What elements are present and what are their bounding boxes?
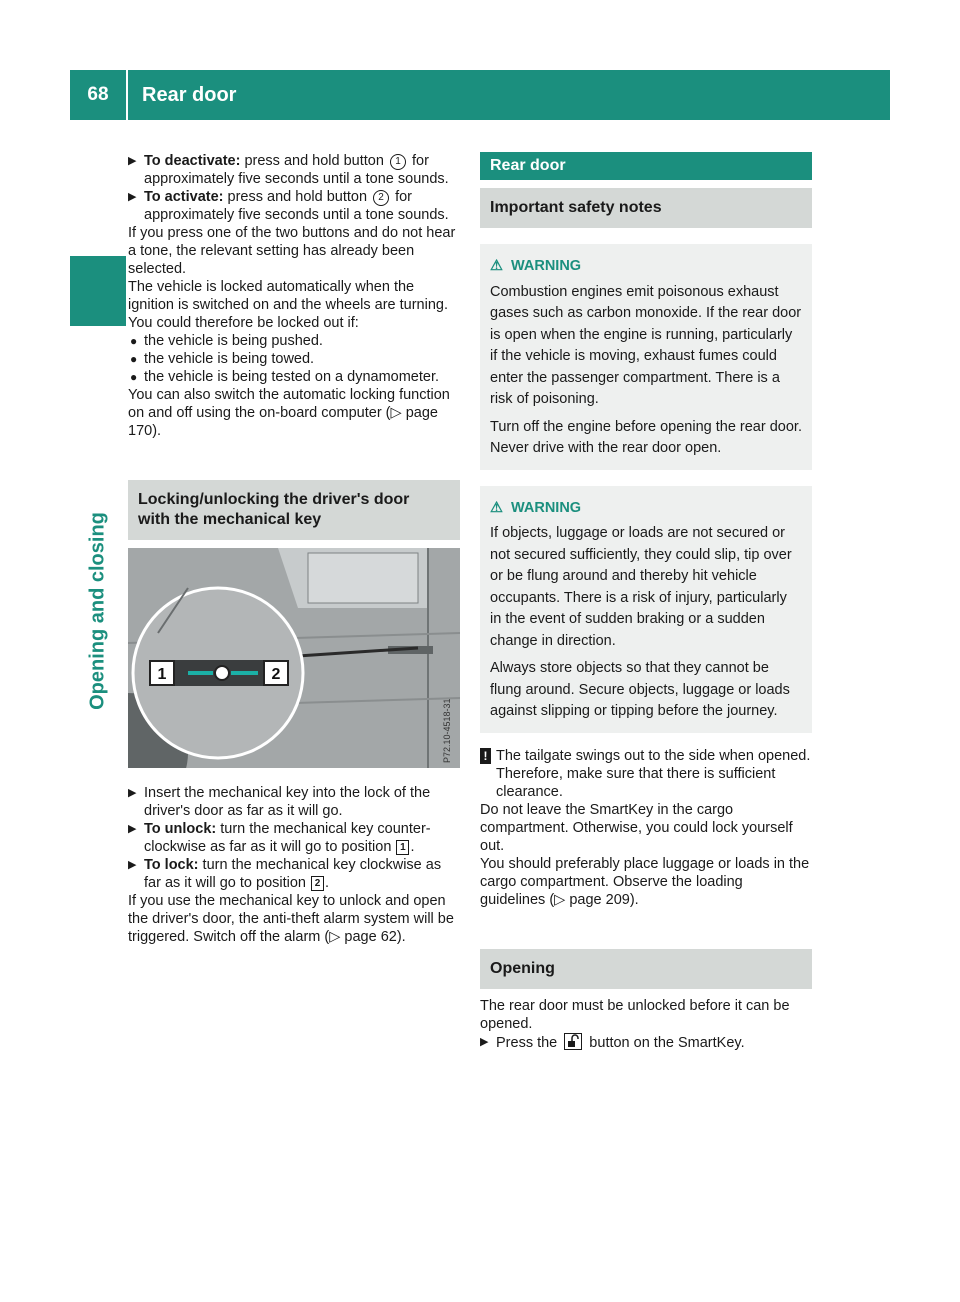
page-header [70, 70, 890, 120]
step-arrow-icon: ▶ [128, 155, 137, 167]
section-heading-line: Locking/unlocking the driver's door [138, 491, 410, 508]
paragraph [128, 892, 460, 946]
list-item [128, 332, 460, 350]
step-text: press and hold button [240, 153, 388, 169]
chapter-title: Opening and closing [86, 512, 109, 710]
step-arrow-icon: ▶ [128, 191, 137, 203]
warning-box-exhaust [480, 244, 812, 470]
subsection-heading-safety: Important safety notes [480, 188, 812, 228]
warning-triangle-icon: ⚠ [490, 499, 503, 516]
door-lock-illustration [128, 548, 460, 768]
callout-1: 1 [157, 666, 167, 683]
step-arrow-icon: ▶ [128, 787, 137, 799]
button-marker-1: 1 [390, 154, 406, 170]
step-lock [128, 856, 460, 892]
step-text: for approximately five seconds until a tone sounds. [144, 153, 449, 187]
callout-2: 2 [271, 666, 281, 683]
page-ref-arrow-icon: ▷ [390, 405, 406, 421]
step-arrow-icon: ▶ [480, 1035, 489, 1048]
step-label: To deactivate: [144, 153, 241, 169]
note-tailgate [480, 747, 812, 801]
warning-text: Always store objects so that they cannot be flung around. Secure objects, luggage or loads against slipping or tipping before the journey. [490, 660, 790, 719]
door-lock-photo [128, 548, 460, 768]
step-insert-key [128, 784, 460, 820]
right-column [480, 152, 812, 1052]
step-activate [128, 188, 460, 224]
step-deactivate [128, 152, 460, 188]
warning-label: WARNING [511, 258, 582, 274]
step-label: To lock: [144, 857, 199, 873]
warning-heading [490, 498, 802, 520]
step-label: To unlock: [144, 821, 217, 837]
chapter-marker [70, 256, 126, 326]
header-title: Rear door [142, 84, 237, 106]
list-item [128, 350, 460, 368]
bullet-icon: ● [130, 352, 138, 366]
step-arrow-icon: ▶ [128, 823, 137, 835]
page-ref-arrow-icon: ▷ [554, 891, 570, 908]
paragraph-text: ). [396, 929, 406, 945]
bullet-icon: ● [130, 370, 138, 384]
button-marker-2: 2 [373, 190, 389, 206]
left-column [128, 152, 460, 946]
warning-heading [490, 256, 802, 278]
section-heading-line: with the mechanical key [138, 511, 322, 528]
page-reference-link[interactable]: page 209 [569, 891, 630, 908]
warning-label: WARNING [511, 499, 582, 516]
step-arrow-icon: ▶ [128, 859, 137, 871]
warning-text: If objects, luggage or loads are not secured or not secured sufficiently, they could slip, tip over or be flung around and thereby hit vehicle occupants. There is a risk of injury, particularly in the event of sudden braking or a sudden change in direction. [490, 525, 792, 649]
step-text: Insert the mechanical key into the lock of the driver's door as far as it will go. [144, 785, 431, 819]
paragraph-text: ). [629, 891, 639, 908]
paragraph: Do not leave the SmartKey in the cargo compartment. Otherwise, you could lock yourself out. [480, 801, 793, 854]
list-item [128, 368, 460, 386]
position-marker-2: 2 [311, 876, 324, 891]
paragraph: You could therefore be locked out if: [128, 315, 359, 331]
step-label: To activate: [144, 189, 224, 205]
step-text: button on the SmartKey. [585, 1034, 745, 1051]
step-text: . [325, 875, 330, 891]
warning-box-loads [480, 486, 812, 733]
warning-text: Combustion engines emit poisonous exhaust gases such as carbon monoxide. If the rear door is open when the engine is running, particularly if the vehicle is moving, exhaust fumes could enter the passenger compartment. There is a risk of poisoning. [490, 283, 802, 407]
step-text: . [410, 839, 415, 855]
step-text: turn the mechanical key counter-clockwise as far as it will go to position [144, 821, 431, 855]
note-text: The tailgate swings out to the side when opened. Therefore, make sure that there is sufficient clearance. [496, 747, 811, 800]
section-heading-opening: Opening [480, 949, 812, 989]
step-press-unlock [480, 1033, 812, 1052]
chapter-sidebar [70, 121, 126, 1302]
section-heading-locking [128, 480, 460, 540]
paragraph-text: You can also switch the automatic locking function on and off using the on-board computer ( [128, 387, 450, 421]
warning-text: Turn off the engine before opening the rear door. Never drive with the rear door open. [490, 418, 802, 456]
position-marker-1: 1 [396, 840, 409, 855]
step-text: turn the mechanical key clockwise as far as it will go to position [144, 857, 442, 891]
paragraph: The vehicle is locked automatically when the ignition is switched on and the wheels are turning. [128, 279, 448, 313]
list-item-text: the vehicle is being pushed. [144, 333, 323, 349]
paragraph [128, 386, 460, 440]
step-unlock [128, 820, 460, 856]
header-divider [126, 70, 128, 120]
step-text: press and hold button [223, 189, 372, 205]
page-reference-link[interactable]: page 62 [344, 929, 397, 945]
step-text: Press the [496, 1034, 562, 1051]
notice-icon: ! [480, 748, 491, 764]
paragraph-text: ). [152, 423, 162, 439]
list-item-text: the vehicle is being tested on a dynamometer. [144, 369, 440, 385]
warning-triangle-icon: ⚠ [490, 258, 503, 274]
list-item-text: the vehicle is being towed. [144, 351, 315, 367]
paragraph-text: If you use the mechanical key to unlock and open the driver's door, the anti-theft alarm system will be triggered. Switch off the alarm ( [128, 893, 454, 945]
paragraph [480, 855, 812, 909]
page-number: 68 [87, 84, 109, 105]
paragraph-text: You should preferably place luggage or loads in the cargo compartment. Observe the loading guidelines ( [480, 855, 810, 908]
section-heading-rear-door: Rear door [480, 152, 812, 180]
page-reference-link[interactable]: page 170 [128, 405, 438, 439]
bullet-icon: ● [130, 334, 138, 348]
unlock-icon [564, 1033, 582, 1050]
paragraph: The rear door must be unlocked before it can be opened. [480, 997, 790, 1032]
step-text: for approximately five seconds until a tone sounds. [144, 189, 449, 223]
image-code: P72.10-4518-31 [442, 698, 452, 763]
paragraph: If you press one of the two buttons and do not hear a tone, the relevant setting has already been selected. [128, 225, 456, 277]
page-ref-arrow-icon: ▷ [329, 929, 345, 945]
